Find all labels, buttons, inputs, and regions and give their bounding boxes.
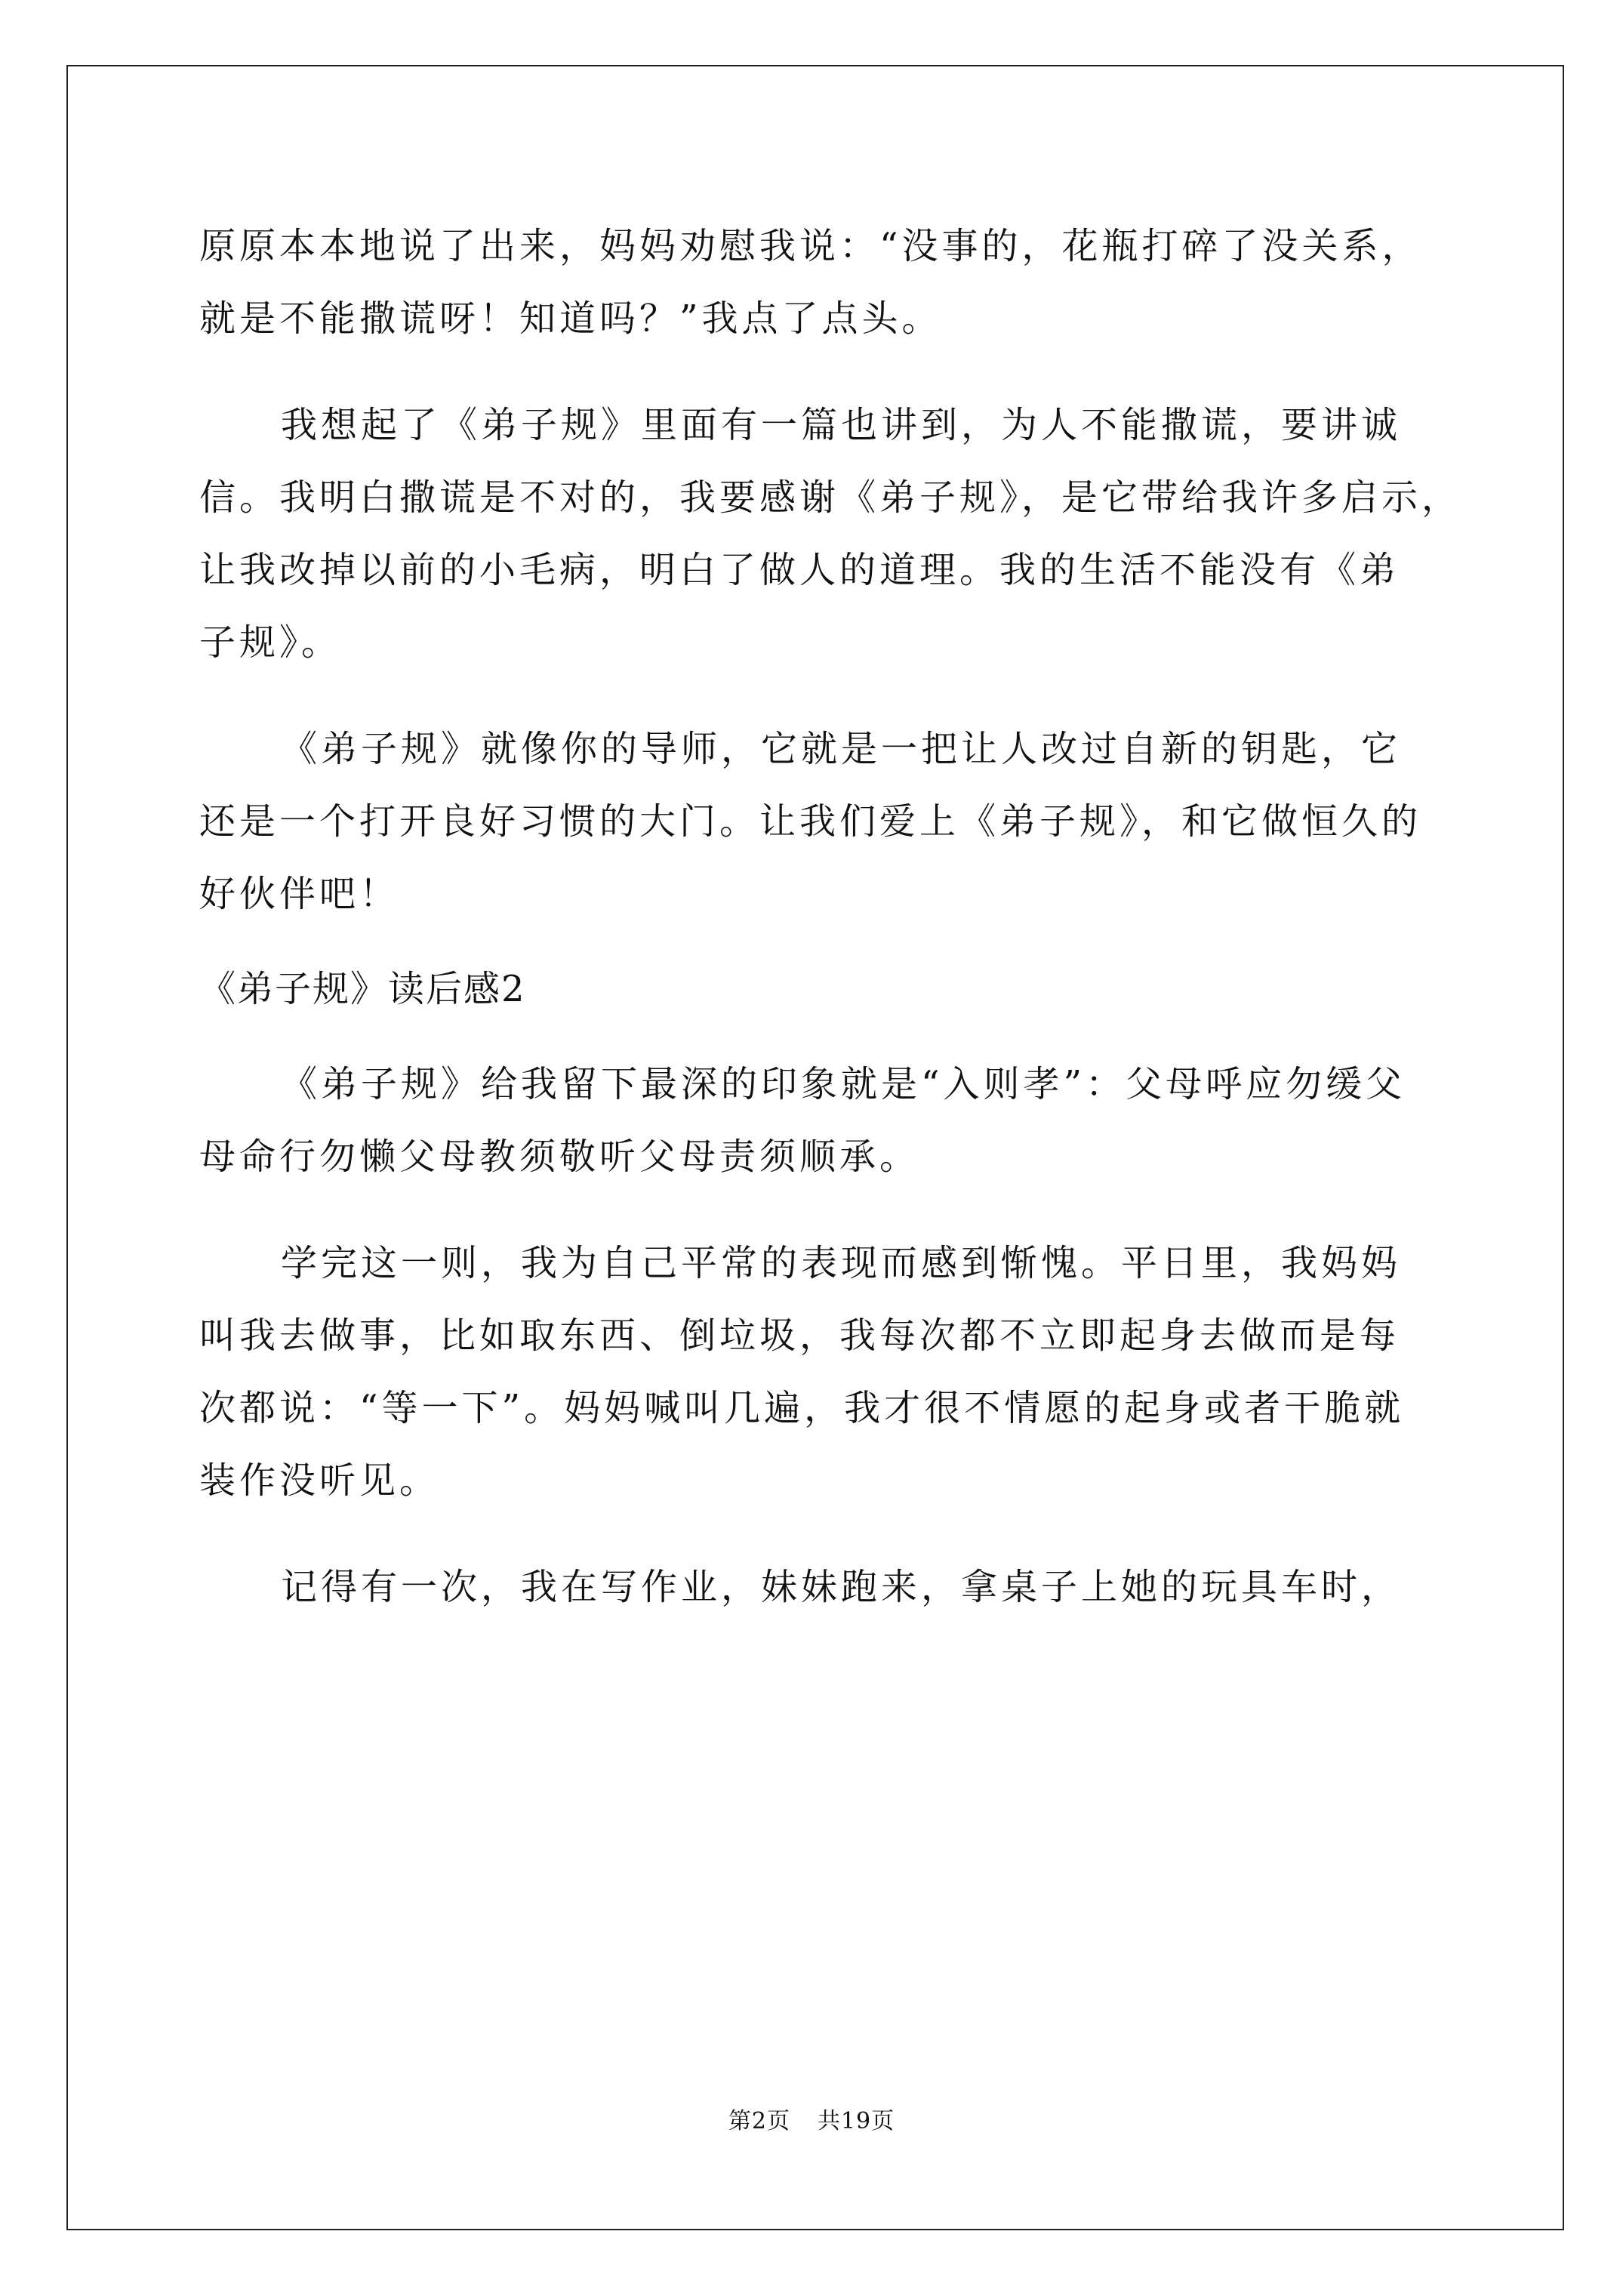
text-line: 记得有一次，我在写作业，妹妹跑来，拿桌子上她的玩具车时，	[281, 1566, 1402, 1608]
page-total: 共19页	[817, 2108, 895, 2134]
page-footer	[0, 2106, 1623, 2137]
text-line: 学完这一则，我为自己平常的表现而感到惭愧。平日里，我妈妈	[281, 1242, 1402, 1284]
text-line: 子规》。	[199, 621, 342, 664]
text-line: 好伙伴吧！	[199, 873, 400, 915]
text-line: 《弟子规》给我留下最深的印象就是“入则孝”：父母呼应勿缓父	[281, 1063, 1406, 1105]
page-number: 第2页	[728, 2108, 790, 2134]
text-line: 信。我明白撒谎是不对的，我要感谢《弟子规》，是它带给我许多启示，	[199, 476, 1462, 519]
text-line: 次都说：“等一下”。妈妈喊叫几遍，我才很不情愿的起身或者干脆就	[199, 1387, 1405, 1429]
text-line: 原原本本地说了出来，妈妈劝慰我说：“没事的，花瓶打碎了没关系，	[199, 225, 1422, 267]
text-line: 叫我去做事，比如取东西、倒垃圾，我每次都不立即起身去做而是每	[199, 1314, 1400, 1357]
text-line: 装作没听见。	[199, 1459, 440, 1502]
document-body	[199, 210, 1462, 1623]
text-line: 我想起了《弟子规》里面有一篇也讲到，为人不能撒谎，要讲诚	[281, 404, 1402, 446]
text-line: 让我改掉以前的小毛病，明白了做人的道理。我的生活不能没有《弟	[199, 549, 1400, 591]
section-heading: 《弟子规》读后感2	[199, 968, 526, 1010]
text-line: 母命行勿懒父母教须敬听父母责须顺承。	[199, 1136, 920, 1178]
text-line: 就是不能撒谎呀！知道吗？”我点了点头。	[199, 297, 942, 340]
text-line: 《弟子规》就像你的导师，它就是一把让人改过自新的钥匙，它	[281, 728, 1402, 770]
text-line: 还是一个打开良好习惯的大门。让我们爱上《弟子规》，和它做恒久的	[199, 800, 1422, 843]
